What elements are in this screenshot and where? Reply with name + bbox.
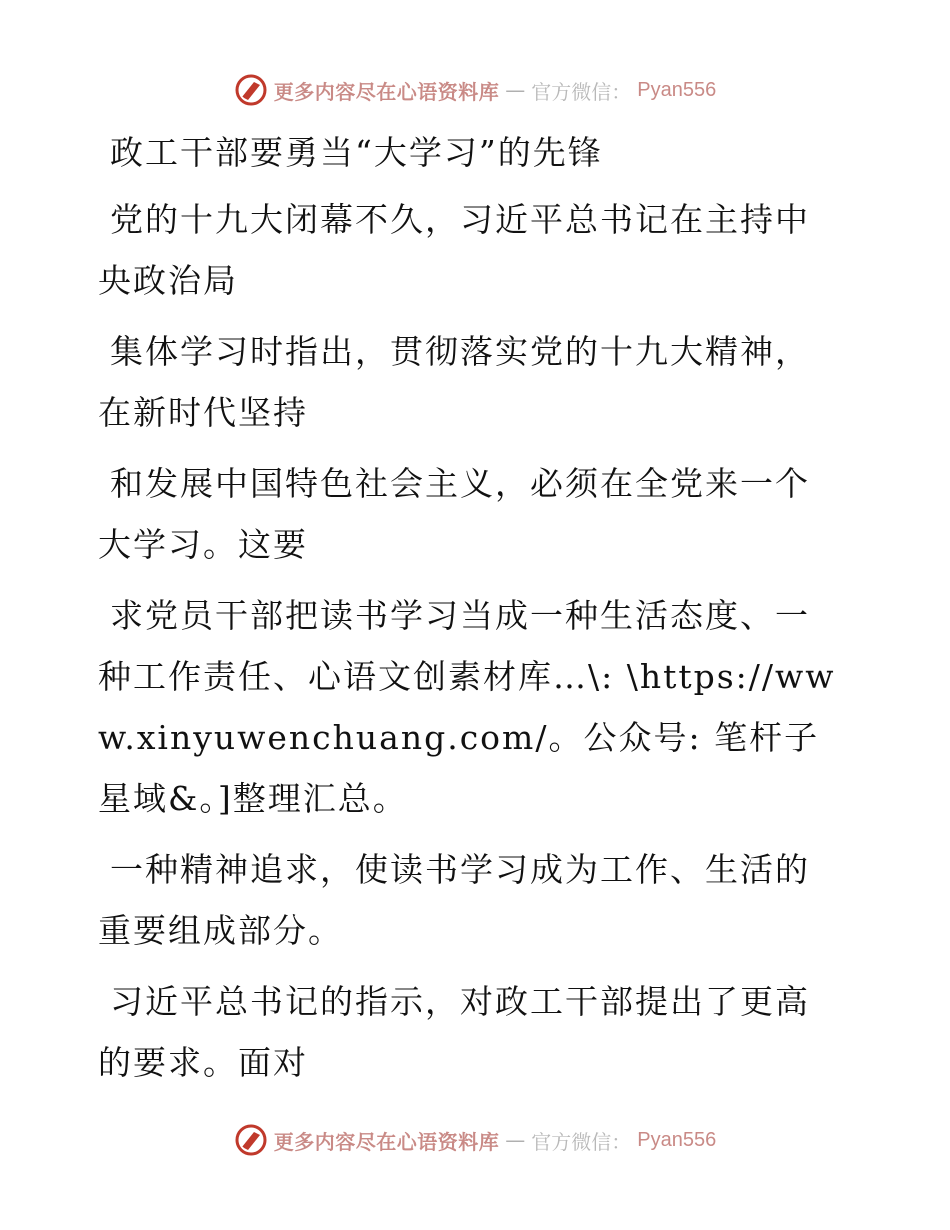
watermark-label: 官方微信： [531, 79, 632, 104]
header-watermark [0, 70, 950, 110]
paragraph: 集体学习时指出，贯彻落实党的十九大精神，在新时代坚持 [98, 332, 810, 432]
pen-nib-circle-icon [234, 73, 268, 107]
paragraph: 求党员干部把读书学习当成一种生活态度、一种工作责任、心语文创素材库…\: \https://www.xinyuwenchuang.com/。公众号: 笔杆子星域&。]整理汇总。 [98, 596, 836, 818]
watermark-text: 更多内容尽在心语资料库 [273, 1129, 500, 1154]
watermark-separator: — [505, 1128, 526, 1152]
paragraph: 一种精神追求，使读书学习成为工作、生活的重要组成部分。 [98, 850, 810, 950]
pen-nib-circle-icon [234, 1123, 268, 1157]
paragraph: 和发展中国特色社会主义，必须在全党来一个大学习。这要 [98, 464, 810, 564]
footer-watermark [0, 1120, 950, 1160]
watermark-separator: — [505, 78, 526, 102]
watermark-account: Pyan556 [637, 1128, 717, 1151]
paragraph: 党的十九大闭幕不久，习近平总书记在主持中央政治局 [98, 200, 810, 300]
paragraph: 习近平总书记的指示，对政工干部提出了更高的要求。面对 [98, 982, 810, 1082]
watermark-text: 更多内容尽在心语资料库 [273, 79, 500, 104]
watermark-account: Pyan556 [637, 78, 717, 101]
document-title: 政工干部要勇当“大学习”的先锋 [110, 133, 603, 172]
document-body [98, 122, 838, 1103]
watermark-label: 官方微信： [531, 1129, 632, 1154]
